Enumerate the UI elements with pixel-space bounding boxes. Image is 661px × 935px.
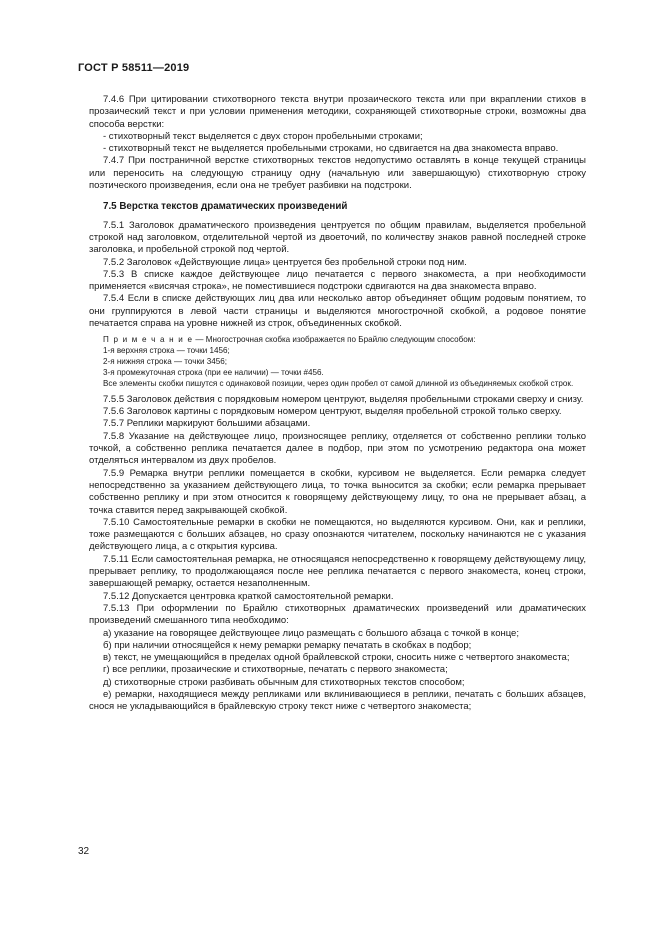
paragraph-7-5-5: 7.5.5 Заголовок действия с порядковым номером центруют, выделяя пробельными строками сверху и снизу.: [103, 393, 584, 405]
paragraph-7-4-7: 7.4.7 При постраничной верстке стихотворных текстов недопустимо оставлять в конце текущей страницы или переносить на следующую страницу одну (начальную или завершающую) стихотворную строку поэтического произведения, если она не требует разбивки на подстроки.: [89, 155, 586, 192]
note-text: — Многострочная скобка изображается по Брайлю следующим способом:: [193, 335, 476, 345]
document-header: ГОСТ Р 58511—2019: [78, 62, 190, 74]
paragraph-7-5-3: 7.5.3 В списке каждое действующее лицо печатается с первого знакоместа, а при необходимости применяется «висячая строка», не поместившиеся подстроки сдвигаются на два знакоместа вправо.: [89, 268, 586, 293]
note-line-2: 2-я нижняя строка — точки 3456;: [103, 357, 228, 367]
paragraph-7-5-12: 7.5.12 Допускается центровка краткой самостоятельной ремарки.: [103, 590, 394, 602]
paragraph-7-5-13: 7.5.13 При оформлении по Брайлю стихотворных драматических произведений или драматических произведений смешанного типа необходимо:: [89, 602, 586, 627]
page-content: [89, 94, 586, 714]
paragraph-7-4-6: 7.4.6 При цитировании стихотворного текста внутри прозаического текста или при вкраплении стихов в прозаический текст и при условии применения методики, сохраняющей стихотворные строки, возможны два способа верстки:: [89, 94, 586, 130]
page-number: 32: [78, 846, 90, 857]
paragraph-7-5-7: 7.5.7 Реплики маркируют большими абзацами.: [103, 418, 311, 430]
list-item-e: е) ремарки, находящиеся между репликами или вклинивающиеся в реплики, печатать с больших абзацев, снося не укладывающийся в брайлевскую строку текст ниже с четвертого знакоместа;: [89, 689, 586, 713]
list-item-a: а) указание на говорящее действующее лицо размещать с большого абзаца с точкой в конце;: [103, 627, 519, 639]
paragraph-7-5-6: 7.5.6 Заголовок картины с порядковым номером центруют, выделяя пробельной строкой только сверху.: [103, 406, 562, 418]
note-line-1: 1-я верхняя строка — точки 1456;: [103, 346, 230, 356]
paragraph-7-5-1: 7.5.1 Заголовок драматического произведения центруется по общим правилам, выделяется пробельной строкой над заголовком, отделительной чертой из двоеточий, по количеству знаков равной последней строке заголовка, и пробельной строкой под чертой.: [89, 219, 586, 256]
paragraph-7-5-8: 7.5.8 Указание на действующее лицо, произносящее реплику, отделяется от собственно реплики только точкой, а собственно реплика печатается далее в подбор, при этом по усмотрению редактора она может отделяться интервалом из двух пробелов.: [89, 430, 586, 467]
list-item-b: б) при наличии относящейся к нему ремарки ремарку печатать в скобках в подбор;: [103, 639, 472, 651]
paragraph-7-5-10: 7.5.10 Самостоятельные ремарки в скобки не помещаются, но выделяются курсивом. Они, как и реплики, тоже размещаются с больших абзацев, но сразу опознаются читателем, поскольку начинаются не с указания действующего лица, а с открытия курсива.: [89, 516, 586, 553]
list-item-dash-1: - стихотворный текст выделяется с двух сторон пробельными строками;: [103, 130, 423, 142]
note-label: П р и м е ч а н и е: [103, 335, 194, 345]
section-title-7-5: 7.5 Верстка текстов драматических произведений: [103, 201, 348, 213]
paragraph-7-5-11: 7.5.11 Если самостоятельная ремарка, не относящаяся непосредственно к говорящему действующему лицу, прерывает реплику, то продолжающаяся после нее реплика печатается с первого знакоместа, конец строки, завершающей ремарку, остается незаполненным.: [89, 553, 586, 590]
paragraph-7-5-9: 7.5.9 Ремарка внутри реплики помещается в скобки, курсивом не выделяется. Если ремарка следует непосредственно за указанием действующего лица, то точка выносится за скобки; если ремарка прерывает собственно реплику и при этом относится к говорящему действующему лицу, то она не прерывает абзац, а точка ставится перед закрывающей скобкой.: [89, 467, 586, 516]
list-item-d: д) стихотворные строки разбивать обычным для стихотворных текстов способом;: [103, 676, 465, 688]
list-item-dash-2: - стихотворный текст не выделяется пробельными строками, но сдвигается на два знакоместа вправо.: [103, 143, 559, 155]
list-item-g: г) все реплики, прозаические и стихотворные, печатать с первого знакоместа;: [103, 664, 448, 676]
paragraph-7-5-4: 7.5.4 Если в списке действующих лиц два или несколько автор объединяет общим родовым понятием, то они группируются в левой части страницы и выделяются многострочной скобкой, а родовое понятие печатается справа на уровне нижней из строк, объединенных скобкой.: [89, 293, 586, 330]
list-item-v: в) текст, не умещающийся в пределах одной брайлевской строки, сносить ниже с четвертого знакоместа;: [103, 652, 570, 664]
note-block: [89, 335, 586, 390]
note-intro: [89, 335, 586, 346]
paragraph-7-5-2: 7.5.2 Заголовок «Действующие лица» центруется без пробельной строки под ним.: [103, 256, 467, 268]
note-line-3: 3-я промежуточная строка (при ее наличии) — точки #456.: [103, 368, 324, 378]
note-final: Все элементы скобки пишутся с одинаковой позиции, через один пробел от самой длинной из объединяемых скобкой строк.: [103, 378, 574, 388]
